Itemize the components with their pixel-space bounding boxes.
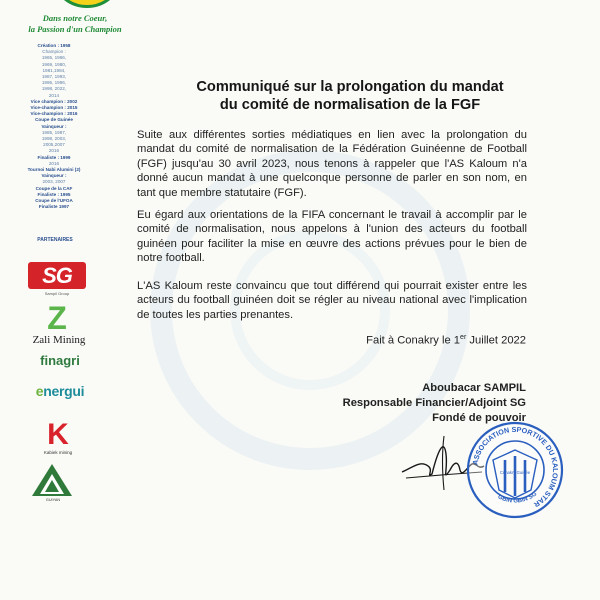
guiyan-caption: GUIYAN	[45, 498, 61, 502]
guiyan-triangle-icon	[30, 462, 74, 498]
stamp-center-text: Conakry Guinée	[499, 470, 531, 475]
kabiek-mining-logo-glyph: K	[47, 418, 69, 451]
signatory-role: Responsable Financier/Adjoint SG	[342, 397, 526, 409]
honour-line: Coupe de la CAF	[35, 185, 73, 191]
finagri-logo: finagri	[40, 353, 80, 368]
honour-line: 2016	[48, 160, 60, 166]
club-slogan	[0, 13, 150, 35]
honour-line: 1998, 2022,	[41, 86, 67, 92]
honour-line: 1995, 1996,	[41, 80, 67, 86]
sampil-group-logo-text: SG	[42, 263, 72, 288]
honour-line: 2003, 2007	[42, 179, 66, 185]
honour-line: Tournoi Nabi Alumini (2)	[27, 167, 81, 173]
honour-line: Coupe de l'UFOA	[35, 198, 73, 204]
honour-line: 1965, 1966,	[41, 55, 67, 61]
zali-mining-caption: Zali Mining	[32, 334, 86, 346]
club-logo	[50, 0, 124, 8]
stamp-ring-text: ASSOCIATION SPORTIVE DU KALOUM STAR	[470, 424, 561, 510]
kabiek-mining-caption: Kabiek mining	[43, 450, 73, 455]
honour-line: Coupe de Guinée	[35, 117, 73, 123]
title-line-2: du comité de normalisation de la FGF	[219, 97, 481, 113]
paragraph-1: Suite aux différentes sorties médiatiques en lien avec la prolongation du mandat du comité de normalisation de la Fédération Guinéenne de Football (FGF) jusqu'au 30 avril 2023, nous tenons à rappeler que l'AS Kaloum n'a donné aucun mandat à une quelconque personne de parler en son nom, en tant que membre statutaire (FGF).	[137, 129, 527, 199]
energui-logo	[20, 383, 100, 399]
date-before: Fait à Conakry le 1	[366, 334, 461, 347]
slogan-line-1: Dans notre Coeur,	[42, 13, 108, 23]
honour-line: 2014	[48, 92, 60, 98]
zali-mining-logo	[40, 302, 74, 334]
honour-line: 2016	[48, 148, 60, 154]
honour-line: Vice-champion : 2016	[30, 111, 78, 117]
honour-line: Vainqueur :	[41, 173, 67, 179]
signatory-title: Fondé de pouvoir	[432, 412, 526, 424]
date-after: Juillet 2022	[466, 334, 526, 347]
place-and-date	[300, 334, 526, 347]
club-honours-list	[4, 43, 104, 210]
sampil-group-caption: Sampil Group	[44, 291, 70, 296]
honour-line: Vainqueur :	[41, 123, 67, 129]
honour-line: 1969, 1980,	[41, 61, 67, 67]
page-title	[150, 78, 550, 114]
honour-line: 2005,2007	[43, 142, 65, 148]
honour-line: Finaliste : 1995	[37, 191, 71, 197]
kabiek-mining-logo	[40, 420, 76, 450]
honour-line: Finaliste : 1999	[37, 154, 71, 160]
letterhead-sidebar	[0, 0, 122, 600]
slogan-line-2: la Passion d'un Champion	[28, 24, 122, 34]
date-superscript: er	[460, 334, 467, 341]
energui-logo-rest: nergui	[43, 383, 85, 399]
honour-line: Vice champion : 2002	[30, 98, 78, 104]
club-stamp	[465, 420, 565, 520]
honour-line: Vice-champion : 2015	[30, 105, 78, 111]
honour-line: 1998, 2003,	[41, 136, 67, 142]
zali-mining-logo-glyph: Z	[47, 300, 67, 336]
paragraph-3: L'AS Kaloum reste convaincu que tout différend qui pourrait exister entre les acteurs du football guinéen doit se régler au niveau national avec l'implication de toutes les parties prenantes.	[137, 280, 527, 321]
honour-line: Champion :	[42, 49, 66, 55]
honour-line: Finaliste 1997	[38, 204, 70, 210]
title-line-1: Communiqué sur la prolongation du mandat	[196, 79, 504, 95]
energui-logo-e: e	[35, 383, 44, 399]
honour-line: Création : 1958	[37, 43, 71, 48]
sampil-group-logo	[28, 262, 86, 294]
honour-line: 1987, 1993,	[41, 74, 67, 80]
honour-line: 1985, 1987,	[41, 129, 67, 135]
partners-title: PARTENAIRES	[37, 237, 73, 243]
honour-line: 1981,1984,	[42, 67, 66, 73]
club-logo-text	[53, 0, 121, 1]
signatory-name: Aboubacar SAMPIL	[422, 382, 526, 394]
paragraph-2: Eu égard aux orientations de la FIFA concernant le travail à accomplir par le comité de normalisation, nous appelons à l'union des acteurs du football guinéen pour faciliter la mise en œuvre des actions prévues pour le bien de notre football.	[137, 209, 527, 265]
stamp-bottom-text: GBIN GBIN SG	[496, 491, 539, 505]
